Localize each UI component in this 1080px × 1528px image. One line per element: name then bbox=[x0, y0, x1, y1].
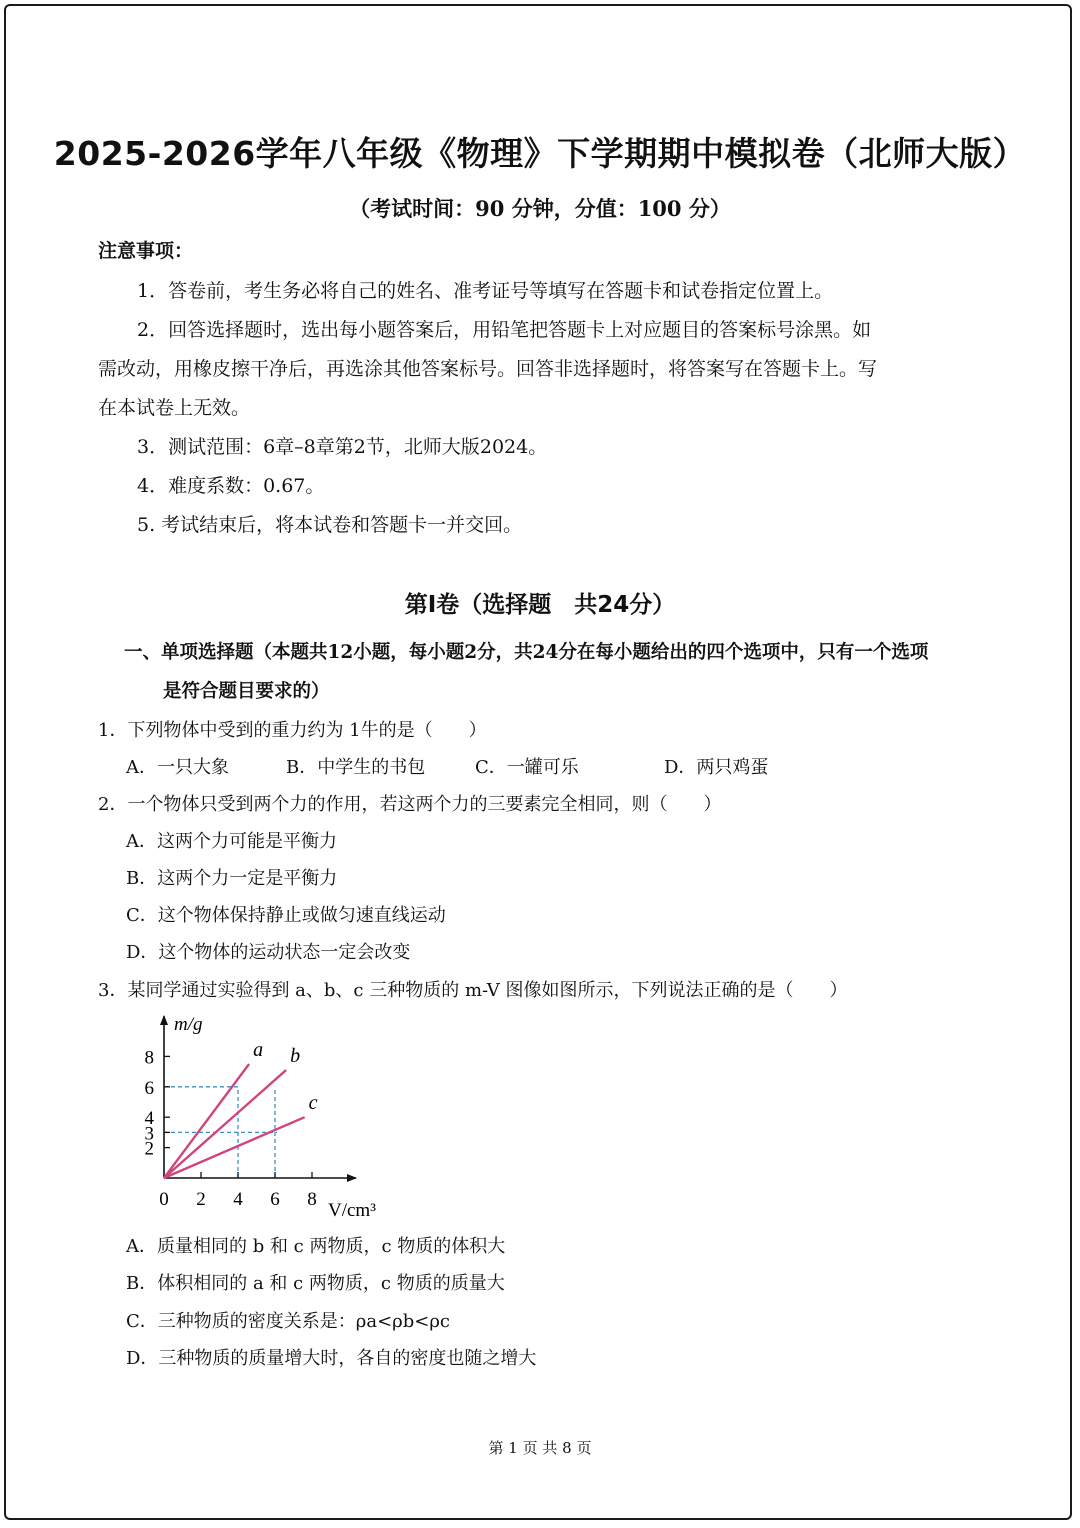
answer-option: C．一罐可乐 bbox=[475, 757, 579, 778]
x-axis-label: V/cm³ bbox=[328, 1200, 376, 1221]
series-line-c bbox=[164, 1117, 305, 1178]
y-tick-label: 3 bbox=[144, 1123, 154, 1145]
notice-heading: 注意事项： bbox=[98, 240, 194, 262]
section-title: 第Ⅰ卷（选择题 共24分） bbox=[404, 592, 676, 618]
x-tick-label: 8 bbox=[307, 1189, 317, 1210]
notice-line: 在本试卷上无效。 bbox=[98, 397, 251, 419]
x-tick-label: 0 bbox=[159, 1189, 169, 1210]
notice-line: 需改动，用橡皮擦干净后，再选涂其他答案标号。回答非选择题时，将答案写在答题卡上。写 bbox=[98, 358, 878, 380]
series-line-b bbox=[164, 1070, 286, 1178]
answer-option: C．这个物体保持静止或做匀速直线运动 bbox=[126, 905, 446, 926]
question-stem: 2．一个物体只受到两个力的作用，若这两个力的三要素完全相同，则（ ） bbox=[98, 794, 722, 815]
series-label-a: a bbox=[253, 1039, 264, 1061]
answer-option: A．质量相同的 b 和 c 两物质，c 物质的体积大 bbox=[126, 1236, 506, 1257]
notice-line: 1．答卷前，考生务必将自己的姓名、准考证号等填写在答题卡和试卷指定位置上。 bbox=[137, 280, 834, 302]
answer-option: A．这两个力可能是平衡力 bbox=[126, 831, 337, 852]
series-label-c: c bbox=[308, 1092, 318, 1115]
answer-option: B．这两个力一定是平衡力 bbox=[126, 868, 338, 889]
notice-line: 5. 考试结束后，将本试卷和答题卡一并交回。 bbox=[137, 514, 523, 536]
exam-info: （考试时间：90 分钟，分值：100 分） bbox=[349, 196, 731, 221]
series-label-b: b bbox=[290, 1045, 301, 1068]
question-stem: 3．某同学通过实验得到 a、b、c 三种物质的 m-V 图像如图所示，下列说法正确的是（ ） bbox=[98, 980, 848, 1001]
question-stem: 1．下列物体中受到的重力约为 1牛的是（ ） bbox=[98, 720, 487, 741]
y-tick-label: 6 bbox=[144, 1077, 154, 1099]
y-tick-label: 4 bbox=[144, 1108, 154, 1130]
answer-option: B．体积相同的 a 和 c 两物质，c 物质的质量大 bbox=[126, 1273, 505, 1294]
answer-option: D．这个物体的运动状态一定会改变 bbox=[126, 942, 411, 963]
x-tick-label: 4 bbox=[233, 1189, 243, 1210]
m-v-chart bbox=[118, 1008, 398, 1228]
page-title: 2025-2026学年八年级《物理》下学期期中模拟卷（北师大版） bbox=[53, 134, 1027, 173]
y-tick-label: 2 bbox=[144, 1138, 154, 1160]
y-tick-label: 8 bbox=[144, 1047, 154, 1069]
x-tick-label: 6 bbox=[270, 1189, 280, 1210]
notice-line: 3．测试范围：6章–8章第2节，北师大版2024。 bbox=[137, 436, 548, 458]
answer-option: A．一只大象 bbox=[126, 757, 229, 778]
page-number: 第 1 页 共 8 页 bbox=[488, 1439, 592, 1457]
part-instructions: 一、单项选择题（本题共12小题，每小题2分，共24分在每小题给出的四个选项中，只有一个选项 bbox=[124, 642, 929, 663]
answer-option: D．两只鸡蛋 bbox=[664, 757, 769, 778]
answer-option: B．中学生的书包 bbox=[286, 757, 426, 778]
notice-line: 4．难度系数：0.67。 bbox=[137, 475, 325, 497]
part-instructions-cont: 是符合题目要求的） bbox=[163, 681, 330, 702]
y-axis-label: m/g bbox=[174, 1014, 203, 1035]
notice-line: 2．回答选择题时，选出每小题答案后，用铅笔把答题卡上对应题目的答案标号涂黑。如 bbox=[137, 319, 872, 341]
answer-option: C．三种物质的密度关系是：ρa<ρb<ρc bbox=[126, 1311, 451, 1332]
answer-option: D．三种物质的质量增大时，各自的密度也随之增大 bbox=[126, 1348, 537, 1369]
x-tick-label: 2 bbox=[196, 1189, 206, 1210]
